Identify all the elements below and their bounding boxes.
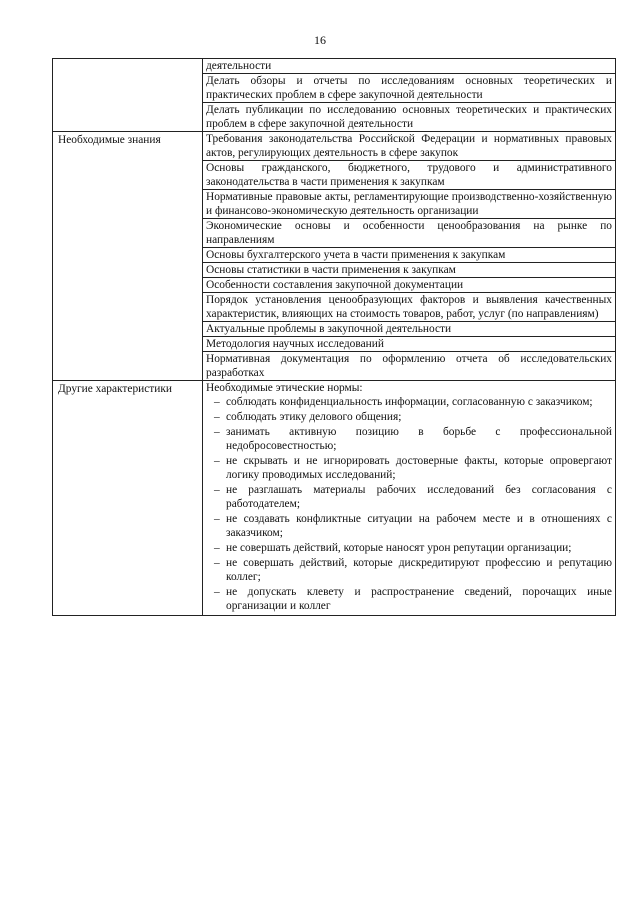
row-label-continued bbox=[53, 59, 203, 132]
ethics-cell bbox=[203, 381, 616, 616]
list-item: Экономические основы и особенности ценообразования на рынке по направлениям bbox=[203, 218, 615, 247]
table-row-knowledge bbox=[53, 132, 616, 381]
table-row-other bbox=[53, 381, 616, 616]
list-item: – не скрывать и не игнорировать достоверные факты, которые опровергают логику проводимых исследований; bbox=[206, 454, 612, 482]
qualification-table bbox=[52, 58, 616, 616]
list-item: Актуальные проблемы в закупочной деятельности bbox=[203, 321, 615, 336]
list-item: – соблюдать конфиденциальность информации, согласованную с заказчиком; bbox=[206, 395, 612, 409]
list-item: Основы статистики в части применения к закупкам bbox=[203, 262, 615, 277]
list-item: – не разглашать материалы рабочих исследований без согласования с работодателем; bbox=[206, 483, 612, 511]
ethics-intro: Необходимые этические нормы: bbox=[206, 382, 363, 394]
list-item: – не совершать действий, которые наносят урон репутации организации; bbox=[206, 541, 612, 555]
list-item: – не совершать действий, которые дискредитируют профессию и репутацию коллег; bbox=[206, 556, 612, 584]
page-number: 16 bbox=[314, 33, 326, 47]
ethics-list bbox=[203, 395, 615, 615]
list-item: Основы бухгалтерского учета в части применения к закупкам bbox=[203, 247, 615, 262]
list-item: Особенности составления закупочной документации bbox=[203, 277, 615, 292]
list-item: Нормативная документация по оформлению отчета об исследовательских разработках bbox=[203, 351, 615, 380]
list-item: Методология научных исследований bbox=[203, 336, 615, 351]
list-item: Делать публикации по исследованию основных теоретических и практических проблем в сфере закупочной деятельности bbox=[203, 102, 615, 131]
list-item: Основы гражданского, бюджетного, трудового и административного законодательства в части применения к закупкам bbox=[203, 160, 615, 189]
knowledge-items-cell bbox=[203, 132, 616, 381]
list-item: – не допускать клевету и распространение сведений, порочащих иные организации и коллег bbox=[206, 585, 612, 613]
table-row-continued bbox=[53, 59, 616, 132]
list-item: – соблюдать этику делового общения; bbox=[206, 410, 612, 424]
row-label-other: Другие характеристики bbox=[53, 381, 203, 616]
list-item: – занимать активную позицию в борьбе с профессиональной недобросовестностью; bbox=[206, 425, 612, 453]
list-item: Порядок установления ценообразующих факторов и выявления качественных характеристик, влияющих на стоимость товаров, работ, услуг (по направлениям) bbox=[203, 292, 615, 321]
list-item: Делать обзоры и отчеты по исследованиям основных теоретических и практических проблем в сфере закупочной деятельности bbox=[203, 73, 615, 102]
list-item: Нормативные правовые акты, регламентирующие производственно-хозяйственную и финансово-экономическую деятельность организации bbox=[203, 189, 615, 218]
continued-items-cell bbox=[203, 59, 616, 132]
list-item: деятельности bbox=[206, 60, 272, 72]
row-label-knowledge: Необходимые знания bbox=[53, 132, 203, 381]
list-item: – не создавать конфликтные ситуации на рабочем месте и в отношениях с заказчиком; bbox=[206, 512, 612, 540]
list-item: Требования законодательства Российской Федерации и нормативных правовых актов, регулирующих деятельность в сфере закупок bbox=[206, 133, 612, 159]
